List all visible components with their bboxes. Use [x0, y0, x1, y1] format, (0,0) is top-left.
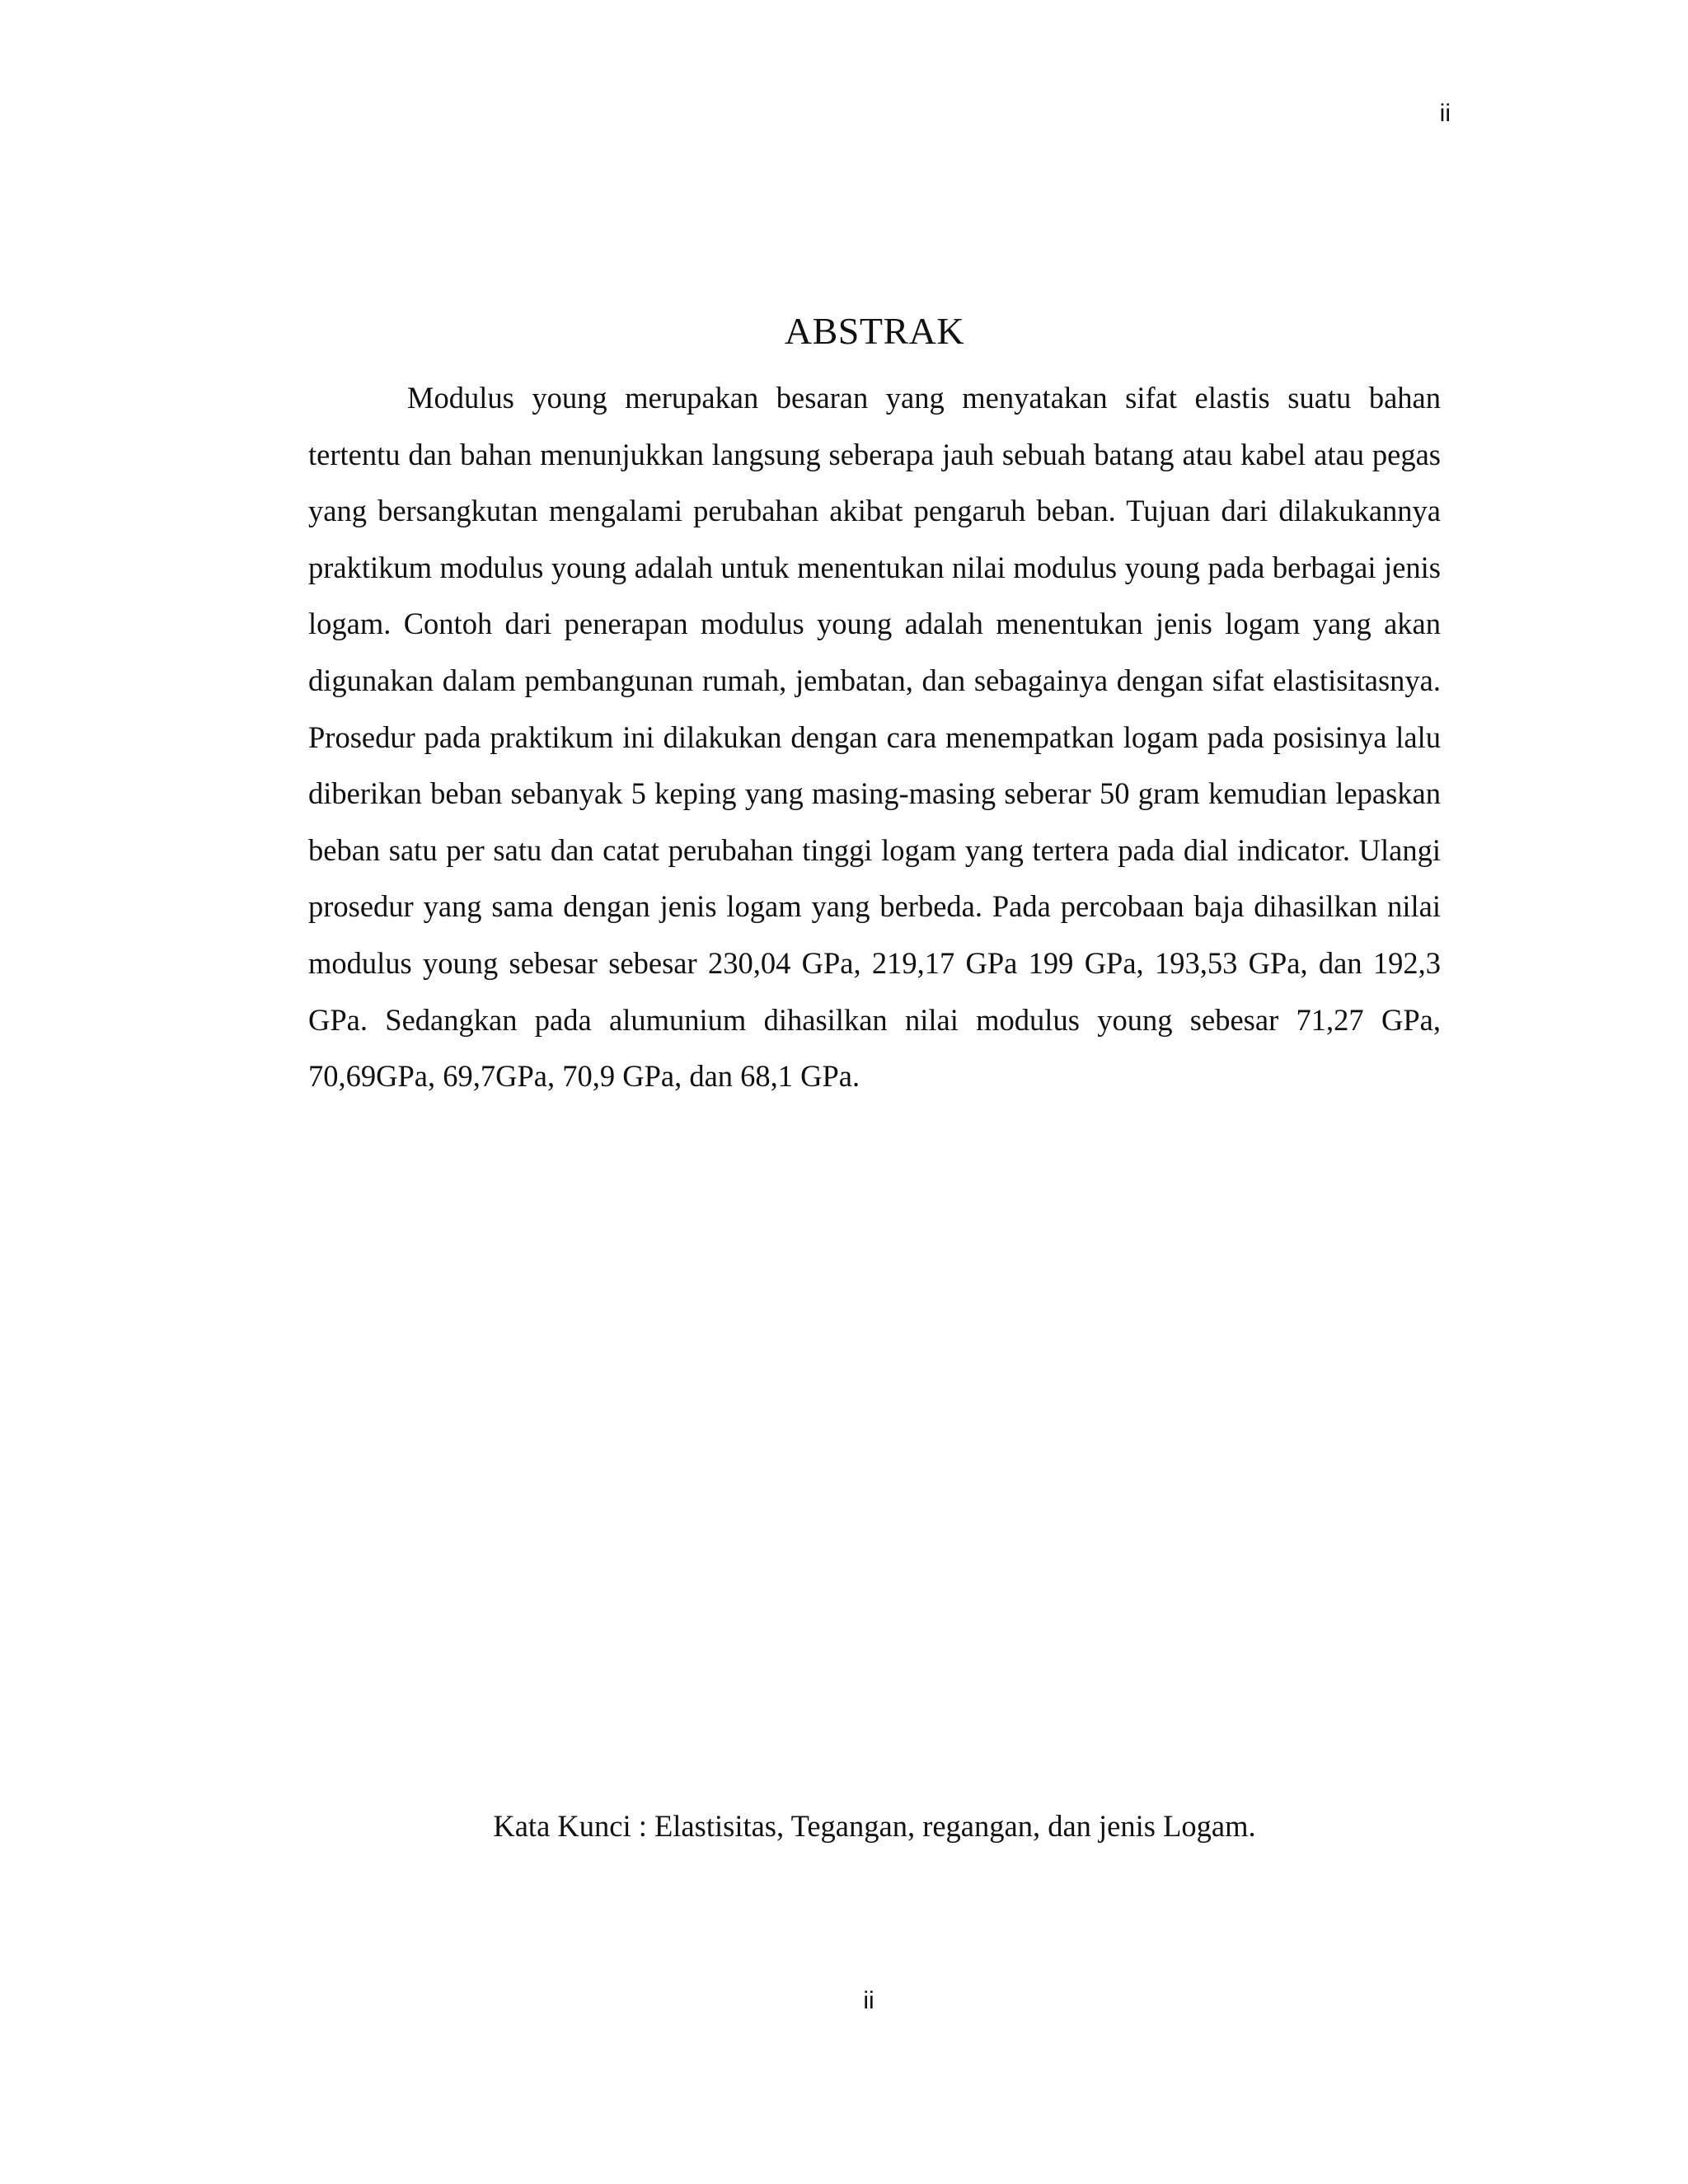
abstract-body: Modulus young merupakan besaran yang menyatakan sifat elastis suatu bahan tertentu dan bahan menunjukkan langsung seberapa jauh sebuah batang atau kabel atau pegas yang bersangkutan mengalami perubahan akibat pengaruh beban. Tujuan dari dilakukannya praktikum modulus young adalah untuk menentukan nilai modulus young pada berbagai jenis logam. Contoh dari penerapan modulus young adalah menentukan jenis logam yang akan digunakan dalam pembangunan rumah, jembatan, dan sebagainya dengan sifat elastisitasnya. Prosedur pada praktikum ini dilakukan dengan cara menempatkan logam pada posisinya lalu diberikan beban sebanyak 5 keping yang masing-masing seberar 50 gram kemudian lepaskan beban satu per satu dan catat perubahan tinggi logam yang tertera pada dial indicator. Ulangi prosedur yang sama dengan jenis logam yang berbeda. Pada percobaan baja dihasilkan nilai modulus young sebesar sebesar 230,04 GPa, 219,17 GPa 199 GPa, 193,53 GPa, dan 192,3 GPa. Sedangkan pada alumunium dihasilkan nilai modulus young sebesar 71,27 GPa, 70,69GPa, 69,7GPa, 70,9 GPa, dan 68,1 GPa. — [308, 381, 1441, 1094]
header-page-number: ii — [1439, 100, 1451, 127]
keywords-line: Kata Kunci : Elastisitas, Tegangan, regangan, dan jenis Logam. — [493, 1809, 1256, 1843]
footer-page-number: ii — [863, 1987, 874, 2014]
abstract-title: ABSTRAK — [784, 310, 965, 352]
